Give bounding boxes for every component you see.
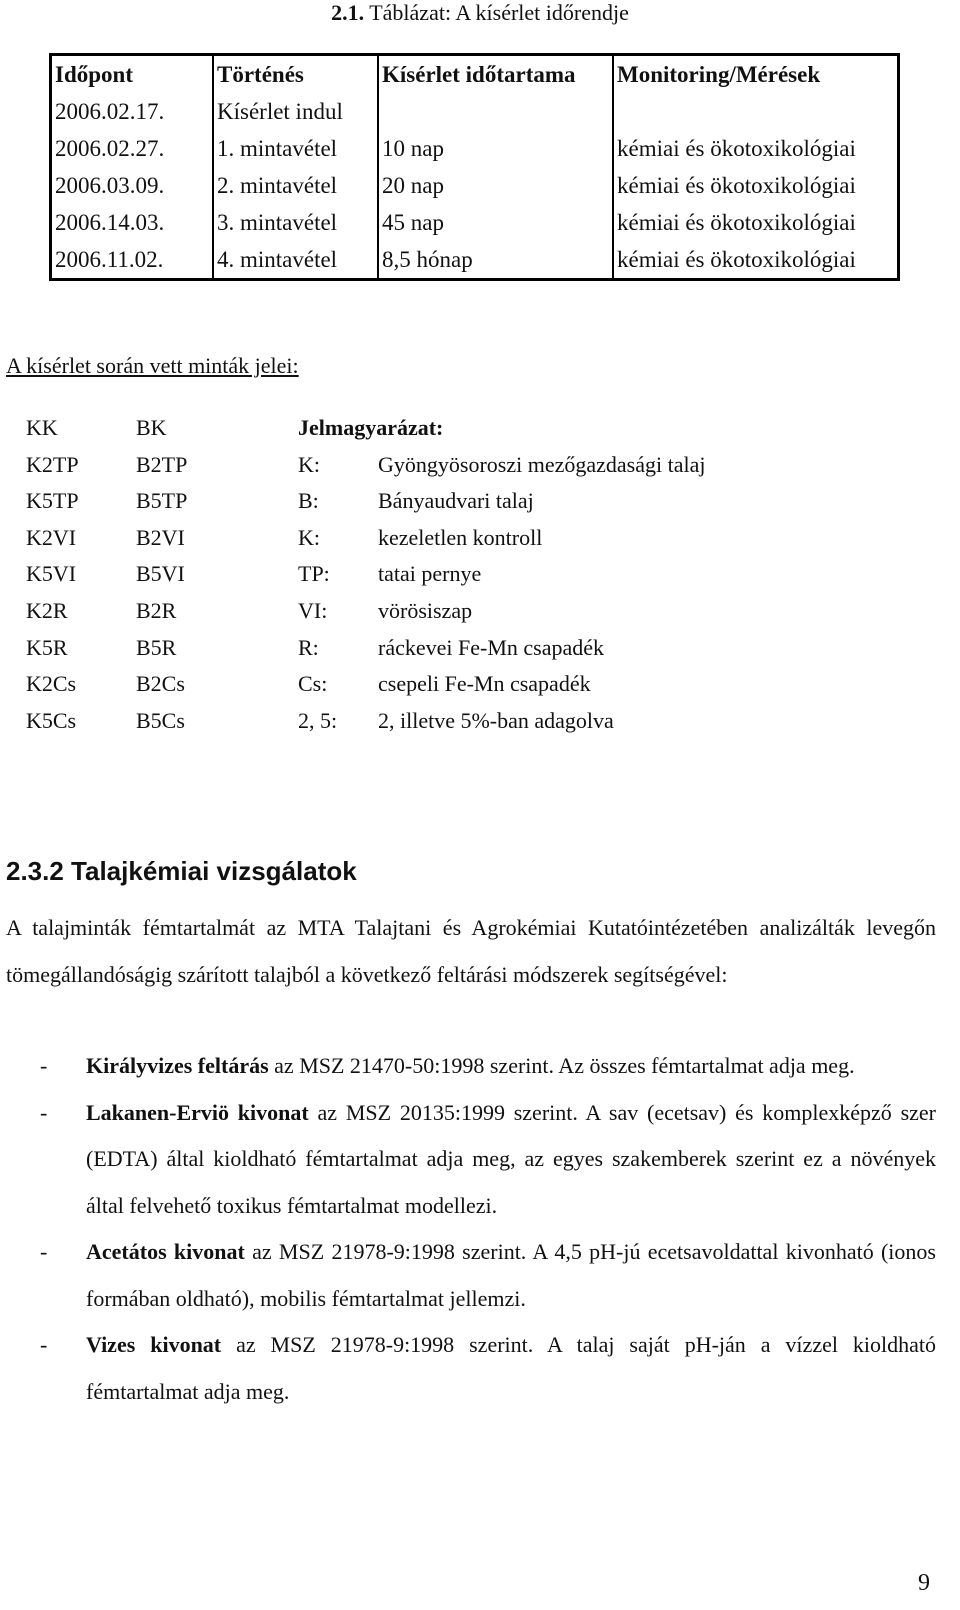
method-name: Acetátos kivonat — [86, 1239, 245, 1264]
legend-code: K: — [298, 524, 320, 550]
section-heading: 2.3.2 Talajkémiai vizsgálatok — [6, 856, 357, 886]
legend-code: Cs: — [298, 671, 328, 697]
k-sample-code: K5VI — [26, 561, 77, 587]
k-sample-code: K2TP — [26, 451, 79, 477]
method-name: Lakanen-Erviö kivonat — [86, 1099, 309, 1125]
samples-title: A kísérlet során vett minták jelei: — [6, 353, 299, 378]
page-number: 9 — [918, 1570, 930, 1596]
k-sample-code: K2VI — [26, 524, 77, 550]
table-cell: 4. mintavétel — [213, 241, 378, 280]
b-sample-code: B2Cs — [136, 671, 185, 697]
k-sample-code: K5TP — [26, 488, 79, 514]
b-sample-code: B5TP — [136, 488, 188, 514]
header-cell: Időpont — [55, 62, 133, 87]
legend-title: Jelmagyarázat: — [298, 415, 444, 440]
legend-code: 2, 5: — [298, 707, 338, 733]
b-sample-code: B5VI — [136, 561, 185, 587]
schedule-header-row — [51, 55, 899, 94]
table-caption — [0, 0, 960, 26]
method-description: az MSZ 21978-9:1998 szerint. A talaj saját pH-ján a vízzel kioldható fémtartalmat adja meg. — [86, 1332, 937, 1404]
dash-marker: - — [40, 1239, 48, 1264]
legend-code: TP: — [298, 561, 330, 587]
method-name: Vizes kivonat — [86, 1332, 222, 1357]
table-cell: Kísérlet indul — [213, 93, 378, 130]
header-cell: Történés — [213, 55, 378, 94]
dash-marker: - — [40, 1332, 48, 1357]
table-cell: 2006.02.17. — [55, 99, 165, 124]
dash-marker: - — [40, 1053, 48, 1078]
table-cell: 2006.03.09. — [55, 173, 165, 198]
list-item — [6, 1229, 936, 1322]
b-sample-code: B2TP — [136, 451, 188, 477]
table-cell: 8,5 hónap — [378, 241, 613, 280]
k-sample-code: K2Cs — [26, 671, 77, 697]
table-cell: kémiai és ökotoxikológiai — [613, 167, 899, 204]
table-row — [51, 167, 899, 204]
method-description: az MSZ 20135:1999 szerint. A sav (ecetsav) és komplexképző szer (EDTA) által kioldható fémtartalmat adja meg, az egyes szakemberek szerint ez a növények által felvehető toxikus fémtartalmat modellezi. — [86, 1099, 936, 1218]
table-cell: 2006.14.03. — [55, 210, 165, 235]
legend-code: K: — [298, 451, 320, 477]
table-cell: 10 nap — [378, 130, 613, 167]
table-cell: kémiai és ökotoxikológiai — [613, 204, 899, 241]
list-item — [6, 1090, 936, 1230]
table-cell — [613, 93, 899, 130]
legend-meaning: Gyöngyösoroszi mezőgazdasági talaj — [378, 451, 706, 477]
table-row — [51, 93, 899, 130]
header-cell: Kísérlet időtartama — [378, 55, 613, 94]
k-sample-code: K5R — [26, 634, 68, 660]
legend-meaning: ráckevei Fe-Mn csapadék — [378, 634, 605, 660]
schedule-table — [49, 53, 900, 281]
method-description: az MSZ 21978-9:1998 szerint. A 4,5 pH-jú ecetsavoldattal kivonható (ionos formában oldható), mobilis fémtartalmat jellemzi. — [86, 1239, 936, 1311]
legend-meaning: 2, illetve 5%-ban adagolva — [378, 707, 614, 733]
methods-list — [6, 1043, 936, 1415]
caption-number: 2.1. — [331, 0, 365, 25]
legend-code: R: — [298, 634, 319, 660]
method-name: Királyvizes feltárás — [86, 1053, 269, 1078]
table-cell: kémiai és ökotoxikológiai — [613, 130, 899, 167]
legend-code: B: — [298, 488, 319, 514]
table-cell: 2006.11.02. — [55, 247, 164, 272]
legend-meaning: csepeli Fe-Mn csapadék — [378, 671, 591, 697]
b-sample-code: B5R — [136, 634, 177, 660]
table-row — [51, 130, 899, 167]
list-item — [6, 1322, 936, 1415]
b-sample-code: B2VI — [136, 524, 185, 550]
table-cell: 3. mintavétel — [213, 204, 378, 241]
table-cell: 2. mintavétel — [213, 167, 378, 204]
table-cell: 20 nap — [378, 167, 613, 204]
table-cell — [378, 93, 613, 130]
table-cell: 1. mintavétel — [213, 130, 378, 167]
legend-code: VI: — [298, 597, 328, 623]
legend-meaning: vörösiszap — [378, 597, 473, 623]
table-row — [51, 204, 899, 241]
table-cell: 45 nap — [378, 204, 613, 241]
k-sample-code: K2R — [26, 597, 68, 623]
legend-meaning: Bányaudvari talaj — [378, 488, 534, 514]
caption-text: Táblázat: A kísérlet időrendje — [364, 0, 629, 25]
k-sample-code: KK — [26, 415, 58, 440]
b-sample-code: BK — [136, 415, 167, 440]
intro-paragraph: A talajminták fémtartalmát az MTA Talajtani és Agrokémiai Kutatóintézetében analizálták levegőn tömegállandóságig szárított talajból a következő feltárási módszerek segítségével: — [6, 915, 936, 987]
legend-meaning: tatai pernye — [378, 561, 482, 587]
table-cell: kémiai és ökotoxikológiai — [613, 241, 899, 280]
table-cell: 2006.02.27. — [55, 136, 165, 161]
table-row — [51, 241, 899, 280]
b-sample-code: B5Cs — [136, 707, 185, 733]
k-sample-code: K5Cs — [26, 707, 77, 733]
dash-marker: - — [40, 1099, 48, 1125]
method-description: az MSZ 21470-50:1998 szerint. Az összes fémtartalmat adja meg. — [268, 1053, 855, 1078]
header-cell: Monitoring/Mérések — [613, 55, 899, 94]
legend-meaning: kezeletlen kontroll — [378, 524, 543, 550]
b-sample-code: B2R — [136, 597, 177, 623]
list-item — [6, 1043, 936, 1090]
